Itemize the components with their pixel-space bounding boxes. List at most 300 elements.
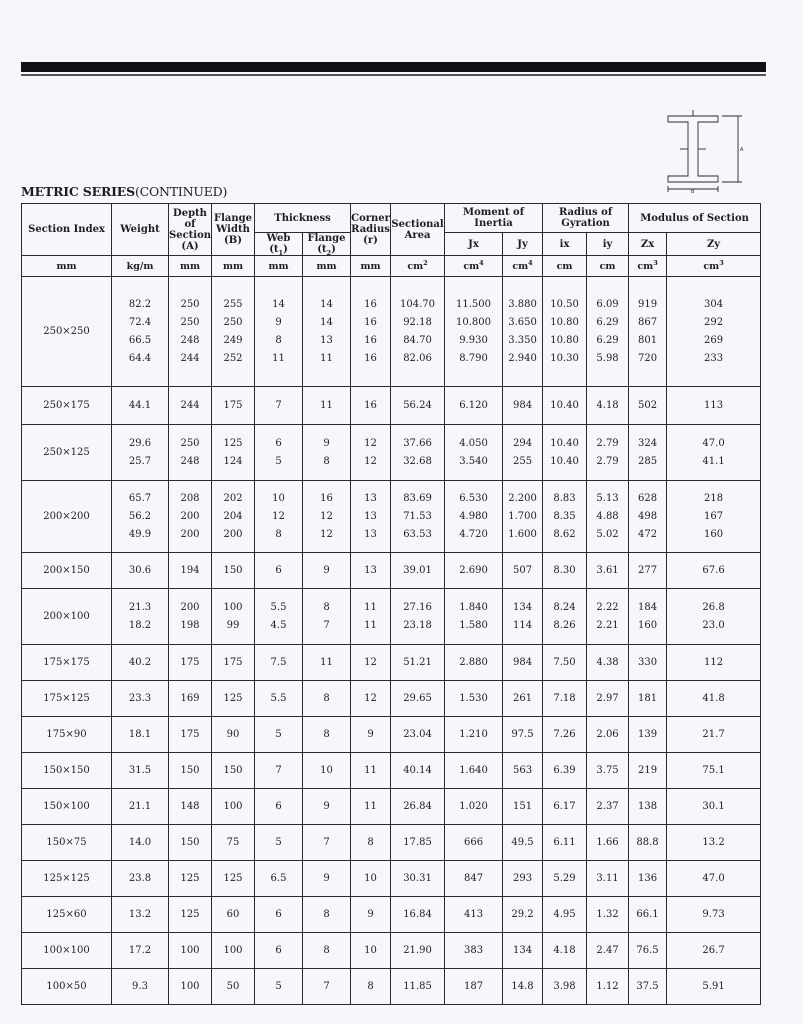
cell-value: 6.530 <box>459 492 488 504</box>
cell-col-11 <box>587 753 629 789</box>
cell-value: 21.1 <box>128 800 152 812</box>
cell-col-12 <box>629 387 667 425</box>
cell-col-6 <box>351 481 391 553</box>
cell-value: 2.79 <box>596 455 619 467</box>
cell-value: 11 <box>364 764 377 776</box>
cell-col-10 <box>543 897 587 933</box>
cell-value: 2.940 <box>508 352 537 364</box>
cell-col-4 <box>255 825 303 861</box>
header-flange-width: Flange Width (B) <box>212 204 255 256</box>
cell-col-7 <box>391 589 445 645</box>
header-sectional-area: Sectional Area <box>391 204 445 256</box>
cell-value: 51.21 <box>403 656 432 668</box>
cell-value: 244 <box>180 352 200 364</box>
cell-value: 12 <box>364 692 377 704</box>
cell-col-11 <box>587 969 629 1005</box>
cell-col-11 <box>587 589 629 645</box>
cell-value: 175 <box>180 728 200 740</box>
cell-col-10 <box>543 645 587 681</box>
section-index: 200×200 <box>22 481 112 553</box>
unit-radius: mm <box>351 256 391 277</box>
cell-value: 150 <box>180 764 200 776</box>
cell-value: 13 <box>364 564 377 576</box>
cell-value: 12 <box>320 510 333 522</box>
cell-col-12 <box>629 969 667 1005</box>
cell-value: 3.650 <box>508 316 537 328</box>
cell-value: 23.0 <box>702 619 725 631</box>
cell-value: 125 <box>223 872 243 884</box>
cell-col-6 <box>351 645 391 681</box>
cell-col-11 <box>587 681 629 717</box>
cell-value: 5.5 <box>270 601 287 613</box>
unit-iy: cm <box>587 256 629 277</box>
cell-col-9 <box>503 969 543 1005</box>
header-zy: Zy <box>667 233 761 256</box>
units-row <box>22 256 761 277</box>
cell-value: 136 <box>638 872 658 884</box>
cell-value: 23.04 <box>403 728 432 740</box>
cell-value: 76.5 <box>636 944 659 956</box>
cell-col-1 <box>112 277 169 387</box>
cell-value: 60 <box>226 908 240 920</box>
cell-col-5 <box>303 897 351 933</box>
cell-value: 11 <box>320 352 333 364</box>
cell-value: 11 <box>320 656 333 668</box>
cell-value: 14.0 <box>128 836 152 848</box>
cell-value: 10 <box>272 492 285 504</box>
cell-value: 125 <box>180 872 200 884</box>
cell-col-7 <box>391 717 445 753</box>
cell-col-4 <box>255 933 303 969</box>
cell-col-2 <box>169 969 212 1005</box>
cell-col-5 <box>303 681 351 717</box>
cell-value: 100 <box>223 944 243 956</box>
cell-value: 4.95 <box>553 908 576 920</box>
cell-col-8 <box>445 387 503 425</box>
cell-value: 2.200 <box>508 492 537 504</box>
cell-value: 72.4 <box>128 316 152 328</box>
cell-col-7 <box>391 897 445 933</box>
cell-col-6 <box>351 789 391 825</box>
cell-col-9 <box>503 933 543 969</box>
h-beam-diagram <box>664 108 760 194</box>
cell-value: 984 <box>512 399 533 411</box>
section-row <box>22 645 761 681</box>
cell-col-6 <box>351 277 391 387</box>
cell-value: 41.1 <box>702 455 725 467</box>
cell-col-8 <box>445 681 503 717</box>
cell-value: 66.5 <box>128 334 152 346</box>
cell-value: 66.1 <box>636 908 659 920</box>
cell-value: 801 <box>638 334 658 346</box>
cell-value: 1.32 <box>596 908 619 920</box>
cell-value: 11 <box>320 399 333 411</box>
cell-value: 200 <box>223 528 243 540</box>
cell-col-7 <box>391 969 445 1005</box>
cell-value: 83.69 <box>403 492 432 504</box>
cell-col-11 <box>587 897 629 933</box>
cell-col-3 <box>212 481 255 553</box>
cell-value: 67.6 <box>702 564 725 576</box>
cell-col-10 <box>543 825 587 861</box>
cell-col-8 <box>445 589 503 645</box>
cell-col-13 <box>667 553 761 589</box>
cell-col-5 <box>303 789 351 825</box>
cell-value: 23.18 <box>403 619 432 631</box>
cell-col-9 <box>503 645 543 681</box>
cell-value: 7 <box>323 836 330 848</box>
cell-value: 139 <box>638 728 658 740</box>
cell-value: 167 <box>704 510 724 522</box>
cell-col-11 <box>587 425 629 481</box>
cell-col-3 <box>212 933 255 969</box>
section-index: 250×125 <box>22 425 112 481</box>
cell-value: 867 <box>638 316 658 328</box>
cell-value: 160 <box>704 528 724 540</box>
cell-value: 5.29 <box>553 872 576 884</box>
cell-col-11 <box>587 481 629 553</box>
cell-col-10 <box>543 681 587 717</box>
cell-col-3 <box>212 825 255 861</box>
cell-value: 26.84 <box>403 800 432 812</box>
cell-value: 175 <box>223 656 243 668</box>
cell-value: 6.17 <box>553 800 576 812</box>
cell-value: 92.18 <box>403 316 432 328</box>
cell-value: 3.75 <box>596 764 619 776</box>
cell-col-9 <box>503 425 543 481</box>
section-index: 150×100 <box>22 789 112 825</box>
cell-value: 13 <box>320 334 333 346</box>
section-row <box>22 753 761 789</box>
cell-value: 8 <box>275 528 282 540</box>
cell-col-2 <box>169 825 212 861</box>
cell-col-5 <box>303 589 351 645</box>
cell-col-1 <box>112 753 169 789</box>
cell-value: 2.37 <box>596 800 619 812</box>
cell-value: 8.24 <box>553 601 576 613</box>
cell-value: 1.600 <box>508 528 537 540</box>
cell-col-11 <box>587 825 629 861</box>
cell-value: 233 <box>704 352 724 364</box>
cell-col-4 <box>255 277 303 387</box>
cell-value: 23.8 <box>128 872 152 884</box>
unit-jx: $cm^4$ <box>445 256 503 277</box>
cell-col-12 <box>629 553 667 589</box>
cell-value: 10.80 <box>550 316 579 328</box>
cell-value: 12 <box>364 437 377 449</box>
cell-value: 148 <box>180 800 200 812</box>
svg-text:B: B <box>691 189 695 194</box>
cell-value: 6 <box>275 908 282 920</box>
cell-col-5 <box>303 969 351 1005</box>
cell-col-6 <box>351 717 391 753</box>
cell-col-12 <box>629 481 667 553</box>
cell-value: 10.40 <box>550 437 579 449</box>
cell-value: 18.1 <box>128 728 152 740</box>
cell-value: 1.530 <box>459 692 488 704</box>
cell-value: 4.38 <box>596 656 619 668</box>
cell-value: 2.47 <box>596 944 619 956</box>
cell-value: 202 <box>223 492 243 504</box>
cell-col-12 <box>629 425 667 481</box>
cell-value: 29.6 <box>128 437 152 449</box>
cell-value: 125 <box>223 692 243 704</box>
cell-value: 8.790 <box>459 352 488 364</box>
unit-width: mm <box>212 256 255 277</box>
cell-value: 9 <box>323 872 330 884</box>
cell-col-7 <box>391 789 445 825</box>
cell-value: 6.120 <box>459 399 488 411</box>
section-row <box>22 969 761 1005</box>
section-row <box>22 681 761 717</box>
cell-value: 4.720 <box>459 528 488 540</box>
cell-value: 6 <box>275 564 282 576</box>
cell-value: 8 <box>275 334 282 346</box>
cell-value: 250 <box>223 316 243 328</box>
cell-col-13 <box>667 933 761 969</box>
cell-value: 26.8 <box>702 601 725 613</box>
cell-col-3 <box>212 425 255 481</box>
cell-value: 9 <box>323 800 330 812</box>
cell-value: 8 <box>367 980 374 992</box>
cell-value: 498 <box>638 510 658 522</box>
cell-col-13 <box>667 387 761 425</box>
cell-value: 3.11 <box>596 872 619 884</box>
cell-col-8 <box>445 825 503 861</box>
cell-value: 383 <box>463 944 484 956</box>
cell-col-11 <box>587 861 629 897</box>
cell-value: 8 <box>323 944 330 956</box>
cell-value: 472 <box>638 528 658 540</box>
cell-value: 13.2 <box>128 908 152 920</box>
cell-value: 720 <box>638 352 658 364</box>
cell-value: 1.12 <box>596 980 619 992</box>
cell-value: 90 <box>226 728 240 740</box>
cell-value: 113 <box>704 399 724 411</box>
header-iy: iy <box>587 233 629 256</box>
cell-col-13 <box>667 481 761 553</box>
cell-value: 7 <box>323 619 330 631</box>
cell-value: 9 <box>275 316 282 328</box>
cell-value: 218 <box>704 492 724 504</box>
cell-value: 10 <box>364 944 377 956</box>
cell-value: 10 <box>320 764 333 776</box>
cell-value: 5 <box>275 836 282 848</box>
cell-col-4 <box>255 753 303 789</box>
cell-value: 6.29 <box>596 334 619 346</box>
cell-col-12 <box>629 753 667 789</box>
cell-value: 250 <box>180 298 200 310</box>
cell-col-3 <box>212 861 255 897</box>
section-row <box>22 933 761 969</box>
cell-value: 5.98 <box>596 352 619 364</box>
cell-value: 23.3 <box>128 692 152 704</box>
cell-value: 3.61 <box>596 564 619 576</box>
cell-col-11 <box>587 277 629 387</box>
cell-col-2 <box>169 897 212 933</box>
cell-col-10 <box>543 387 587 425</box>
cell-value: 11 <box>364 619 377 631</box>
cell-value: 7.5 <box>270 656 287 668</box>
cell-value: 11 <box>364 601 377 613</box>
cell-value: 63.53 <box>403 528 432 540</box>
cell-value: 1.020 <box>459 800 488 812</box>
cell-value: 628 <box>638 492 658 504</box>
cell-value: 14 <box>320 298 333 310</box>
cell-value: 82.2 <box>128 298 152 310</box>
cell-col-4 <box>255 589 303 645</box>
cell-col-3 <box>212 645 255 681</box>
cell-col-7 <box>391 753 445 789</box>
cell-value: 8 <box>323 728 330 740</box>
cell-col-9 <box>503 553 543 589</box>
cell-value: 11 <box>272 352 285 364</box>
cell-value: 21.90 <box>403 944 432 956</box>
cell-value: 502 <box>638 399 658 411</box>
cell-col-1 <box>112 645 169 681</box>
svg-text:A: A <box>740 147 744 153</box>
cell-col-4 <box>255 681 303 717</box>
cell-col-12 <box>629 277 667 387</box>
cell-col-8 <box>445 897 503 933</box>
cell-value: 40.14 <box>403 764 432 776</box>
cell-value: 4.050 <box>459 437 488 449</box>
cell-value: 27.16 <box>403 601 432 613</box>
cell-col-13 <box>667 825 761 861</box>
cell-col-2 <box>169 425 212 481</box>
cell-col-3 <box>212 387 255 425</box>
cell-col-8 <box>445 553 503 589</box>
cell-value: 41.8 <box>702 692 725 704</box>
cell-value: 2.79 <box>596 437 619 449</box>
cell-value: 8.30 <box>553 564 576 576</box>
cell-value: 16 <box>320 492 333 504</box>
cell-value: 9 <box>323 437 330 449</box>
cell-value: 184 <box>638 601 658 613</box>
cell-col-12 <box>629 897 667 933</box>
cell-col-13 <box>667 681 761 717</box>
cell-value: 10.40 <box>550 399 579 411</box>
cell-value: 1.700 <box>508 510 537 522</box>
cell-value: 7 <box>275 399 282 411</box>
unit-zx: $cm^3$ <box>629 256 667 277</box>
cell-value: 7 <box>275 764 282 776</box>
cell-col-3 <box>212 897 255 933</box>
cell-value: 13 <box>364 510 377 522</box>
cell-value: 6.09 <box>596 298 619 310</box>
cell-col-4 <box>255 387 303 425</box>
cell-col-5 <box>303 387 351 425</box>
cell-value: 150 <box>223 764 243 776</box>
cell-col-13 <box>667 969 761 1005</box>
section-row <box>22 897 761 933</box>
cell-col-4 <box>255 789 303 825</box>
unit-weight: kg/m <box>112 256 169 277</box>
section-row <box>22 789 761 825</box>
cell-value: 8.83 <box>553 492 576 504</box>
cell-col-10 <box>543 789 587 825</box>
cell-value: 248 <box>180 455 200 467</box>
cell-col-10 <box>543 277 587 387</box>
section-index: 250×175 <box>22 387 112 425</box>
cell-value: 138 <box>638 800 658 812</box>
cell-value: 175 <box>180 656 200 668</box>
cell-col-4 <box>255 717 303 753</box>
cell-col-5 <box>303 425 351 481</box>
header-depth: Depth of Section (A) <box>169 204 212 256</box>
cell-col-1 <box>112 425 169 481</box>
cell-value: 18.2 <box>128 619 152 631</box>
section-index: 100×100 <box>22 933 112 969</box>
title-normal: (CONTINUED) <box>134 184 228 199</box>
cell-value: 919 <box>638 298 658 310</box>
cell-value: 75 <box>226 836 240 848</box>
header-thickness: Thickness <box>255 204 351 233</box>
cell-value: 563 <box>512 764 533 776</box>
cell-col-1 <box>112 861 169 897</box>
header-ix: ix <box>543 233 587 256</box>
cell-col-3 <box>212 789 255 825</box>
cell-col-10 <box>543 861 587 897</box>
cell-value: 29.2 <box>511 908 534 920</box>
cell-col-6 <box>351 553 391 589</box>
cell-value: 261 <box>512 692 533 704</box>
top-rule <box>21 62 766 72</box>
cell-value: 9.73 <box>702 908 725 920</box>
cell-col-9 <box>503 277 543 387</box>
cell-value: 50 <box>226 980 240 992</box>
unit-flange: mm <box>303 256 351 277</box>
cell-value: 21.7 <box>702 728 725 740</box>
cell-value: 9 <box>367 908 374 920</box>
cell-value: 82.06 <box>403 352 432 364</box>
cell-value: 8 <box>323 455 330 467</box>
cell-value: 11.85 <box>403 980 432 992</box>
header-modulus-of-section: Modulus of Section <box>629 204 761 233</box>
cell-value: 16 <box>364 316 377 328</box>
cell-value: 252 <box>223 352 243 364</box>
cell-col-5 <box>303 861 351 897</box>
cell-col-1 <box>112 387 169 425</box>
cell-col-7 <box>391 681 445 717</box>
cell-col-4 <box>255 425 303 481</box>
unit-ix: cm <box>543 256 587 277</box>
cell-value: 2.21 <box>596 619 619 631</box>
cell-col-6 <box>351 681 391 717</box>
cell-col-7 <box>391 553 445 589</box>
section-row <box>22 553 761 589</box>
cell-col-8 <box>445 481 503 553</box>
cell-value: 181 <box>638 692 658 704</box>
cell-value: 4.88 <box>596 510 619 522</box>
cell-col-3 <box>212 681 255 717</box>
cell-col-1 <box>112 825 169 861</box>
cell-value: 304 <box>704 298 724 310</box>
section-index: 125×125 <box>22 861 112 897</box>
section-row <box>22 717 761 753</box>
cell-value: 292 <box>704 316 724 328</box>
cell-value: 7 <box>323 980 330 992</box>
cell-col-1 <box>112 481 169 553</box>
cell-value: 10.800 <box>456 316 492 328</box>
cell-value: 160 <box>638 619 658 631</box>
top-rule-shadow <box>21 74 766 76</box>
cell-value: 3.880 <box>508 298 537 310</box>
cell-value: 134 <box>512 601 533 613</box>
cell-value: 12 <box>320 528 333 540</box>
cell-value: 8 <box>323 601 330 613</box>
cell-value: 169 <box>180 692 200 704</box>
